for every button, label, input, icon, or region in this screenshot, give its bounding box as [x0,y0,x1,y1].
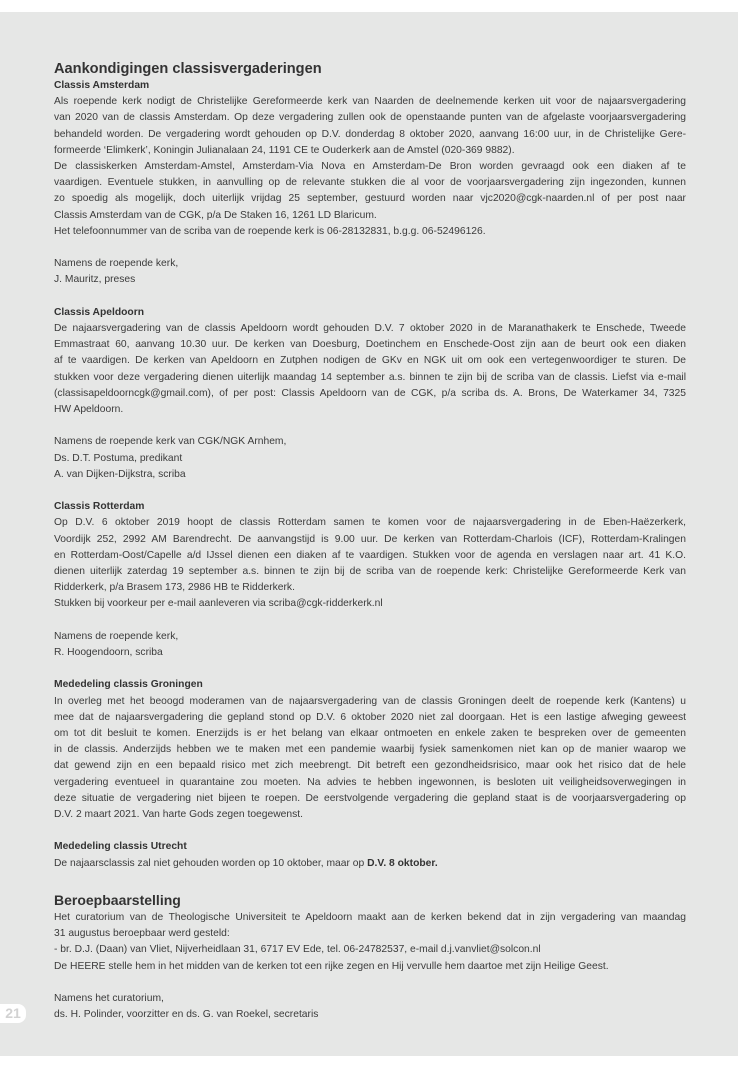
paragraph [54,942,686,958]
spacer [54,613,686,629]
paragraph [54,991,686,1007]
text-line: - br. D.J. (Daan) van Vliet, Nijverheidlaan 31, 6717 EV Ede, tel. 06-24782537, e-mail d.j.vanvliet@solcon.nl [54,944,541,956]
text-line: Namens de roepende kerk, [54,258,179,270]
section-heading: Aankondigingen classisvergaderingen [54,61,322,77]
text-line: De najaarsvergadering van de classis Apeldoorn wordt gehouden D.V. 7 oktober 2020 in de Maranathakerk te Enschede, Tweede [54,323,686,335]
text-line: Namens de roepende kerk, [54,630,179,642]
text-line: Namens de roepende kerk van CGK/NGK Arnhem, [54,436,287,448]
document-body [54,60,686,1023]
text-line: Voordijk 252, 2992 AM Barendrecht. De aanvangstijd is 9.00 uur. De kerken van Rotterdam-Charlois (ICF), Rotterdam-Kralingen [54,533,686,545]
text-line: 31 augustus beroepbaar werd gesteld: [54,928,230,940]
text-line: Als roepende kerk nodigt de Christelijke Gereformeerde kerk van Naarden de deelnemende kerken uit voor de najaarsvergadering [54,96,686,108]
text-line: af te vaardigen. De kerken van Apeldoorn en Zutphen nodigen de GKv en NGK uit om ook een vertegenwoordiger te sturen. De [54,355,686,367]
text-line: behandeld worden. De vergadering wordt gehouden op D.V. donderdag 8 oktober 2020, aanvang 16:00 uur, in de Christelijke Gere- [54,128,686,140]
text-line: In overleg met het beoogd moderamen van de najaarsvergadering van de classis Groningen deelt de roepende kerk (Kantens) u [54,695,686,707]
paragraph [54,856,686,872]
text-line: zo spoedig als mogelijk, doch uiterlijk vrijdag 25 september, gestuurd worden naar vjc2020@cgk-naarden.nl of per post naar [54,193,686,205]
paragraph [54,959,686,975]
subsection-heading: Classis Rotterdam [54,501,145,513]
spacer [54,289,686,305]
text-line: Classis Amsterdam van de CGK, p/a De Staken 16, 1261 LD Blaricum. [54,209,377,221]
text-line: en Rotterdam-Oost/Capelle a/d IJssel dienen een diaken af te vaardigen. Stukken voor de agenda en verslagen naar art. 41 K.O. [54,549,686,561]
subsection-heading: Mededeling classis Groningen [54,679,203,691]
spacer [54,975,686,991]
text-line: ds. H. Polinder, voorzitter en ds. G. van Roekel, secretaris [54,1009,319,1021]
subsection-heading: Classis Apeldoorn [54,306,145,318]
text-line: Op D.V. 6 oktober 2019 hoopt de classis Rotterdam samen te komen voor de najaarsvergadering in de Eben-Haëzerkerk, [54,517,686,529]
page-number: 21 [0,1004,26,1023]
paragraph [54,596,686,612]
text-line: stukken voor deze vergadering dienen uiterlijk maandag 14 september a.s. binnen te zijn bij de scriba van de classis. Liefst via e-mail [54,371,686,383]
spacer [54,483,686,499]
spacer [54,418,686,434]
text-line: in de classis. Anderzijds hebben we te maken met een pandemie waarbij fysiek samenkomen niet kan op de manier waarop we [54,744,686,756]
paragraph [54,1007,686,1023]
paragraph [54,256,686,272]
section-heading: Beroepbaarstelling [54,892,181,909]
text-line: (classisapeldoorncgk@gmail.com), of per post: Classis Apeldoorn van de CGK, p/a scriba ds. A. Brons, De Waterkamer 34, 7325 [54,387,686,399]
text-line: van 2020 van de classis Amsterdam. Op deze vergadering zullen ook de openstaande punten van de afgelaste voorjaarsvergadering [54,112,686,124]
spacer [54,240,686,256]
paragraph [54,272,686,288]
paragraph [54,94,686,159]
text-line: De classiskerken Amsterdam-Amstel, Amsterdam-Via Nova en Amsterdam-De Bron worden gevraagd ook een diaken af te [54,161,686,173]
paragraph [54,451,686,467]
subsection-heading: Mededeling classis Utrecht [54,841,187,853]
text-line: De HEERE stelle hem in het midden van de kerken tot een rijke zegen en Hij vervulle hem daartoe met zijn Heilige Geest. [54,960,609,972]
text-line: Het curatorium van de Theologische Universiteit te Apeldoorn maakt aan de kerken bekend dat in zijn vergadering van maandag [54,912,686,924]
text-line: A. van Dijken-Dijkstra, scriba [54,468,186,480]
page-sheet [0,12,738,1056]
paragraph [54,694,686,824]
text-line: dienen uiterlijk zaterdag 19 september a.s. binnen te zijn bij de scriba van de roepende kerk: Christelijke Gereformeerde Kerk van [54,566,686,578]
text-line: Ds. D.T. Postuma, predikant [54,452,183,464]
paragraph [54,467,686,483]
paragraph [54,629,686,645]
text-line: om tot dit besluit te komen. Enerzijds is er het belang van elkaar ontmoeten en enkele zaken te bespreken over de gemeenten [54,728,686,740]
text-line: J. Mauritz, preses [54,274,136,286]
text-line: formeerde ‘Elimkerk’, Koningin Julianalaan 24, 1191 CE te Ouderkerk aan de Amstel (020-369 9882). [54,144,515,156]
paragraph [54,910,686,942]
text-line: D.V. 2 maart 2021. Van harte Gods zegen toegewenst. [54,809,304,821]
paragraph [54,434,686,450]
text-line: Ridderkerk, p/a Brasem 173, 2986 HB te Ridderkerk. [54,582,295,594]
text-line: Het telefoonnummer van de scriba van de roepende kerk is 06-28132831, b.g.g. 06-52496126. [54,225,486,237]
paragraph [54,159,686,224]
paragraph-text: De najaarsclassis zal niet gehouden worden op 10 oktober, maar op [54,857,368,869]
text-line: vaardigen. Eventuele stukken, in aanvulling op de relevante stukken die al voor de voorjaarsvergadering zijn ingezonden, kunnen [54,177,686,189]
paragraph [54,645,686,661]
text-line: R. Hoogendoorn, scriba [54,647,163,659]
paragraph [54,321,686,418]
spacer [54,661,686,677]
spacer [54,872,686,888]
text-line: Emmastraat 60, aanvang 10.30 uur. De kerken van Doesburg, Doetinchem en Enschede-Oost zijn aan de beurt ook een diaken [54,339,686,351]
text-line: dat gewend zijn en een bepaald risico met zich meebrengt. Dit betreft een gezondheidsrisico, maar ook het risico dat de hele [54,760,686,772]
text-line: Namens het curatorium, [54,993,164,1005]
paragraph [54,224,686,240]
text-line: vergadering eventueel in quarantaine zou moeten. Na advies te hebben ingewonnen, is besloten uit veiligheidsoverwegingen in [54,776,686,788]
text-line: Stukken bij voorkeur per e-mail aanleveren via scriba@cgk-ridderkerk.nl [54,598,383,610]
spacer [54,823,686,839]
subsection-heading: Classis Amsterdam [54,80,150,91]
text-line: mee dat de najaarsvergadering die gepland stond op D.V. 6 oktober 2020 niet zal doorgaan. Het is een lastige afweging geweest [54,711,686,723]
emphasized-date: D.V. 8 oktober. [367,857,438,869]
paragraph [54,515,686,596]
text-line: HW Apeldoorn. [54,404,124,416]
text-line: deze situatie de vergadering niet bijeen te roepen. De eerstvolgende vergadering die gepland staat is de voorjaarsvergadering op [54,792,686,804]
